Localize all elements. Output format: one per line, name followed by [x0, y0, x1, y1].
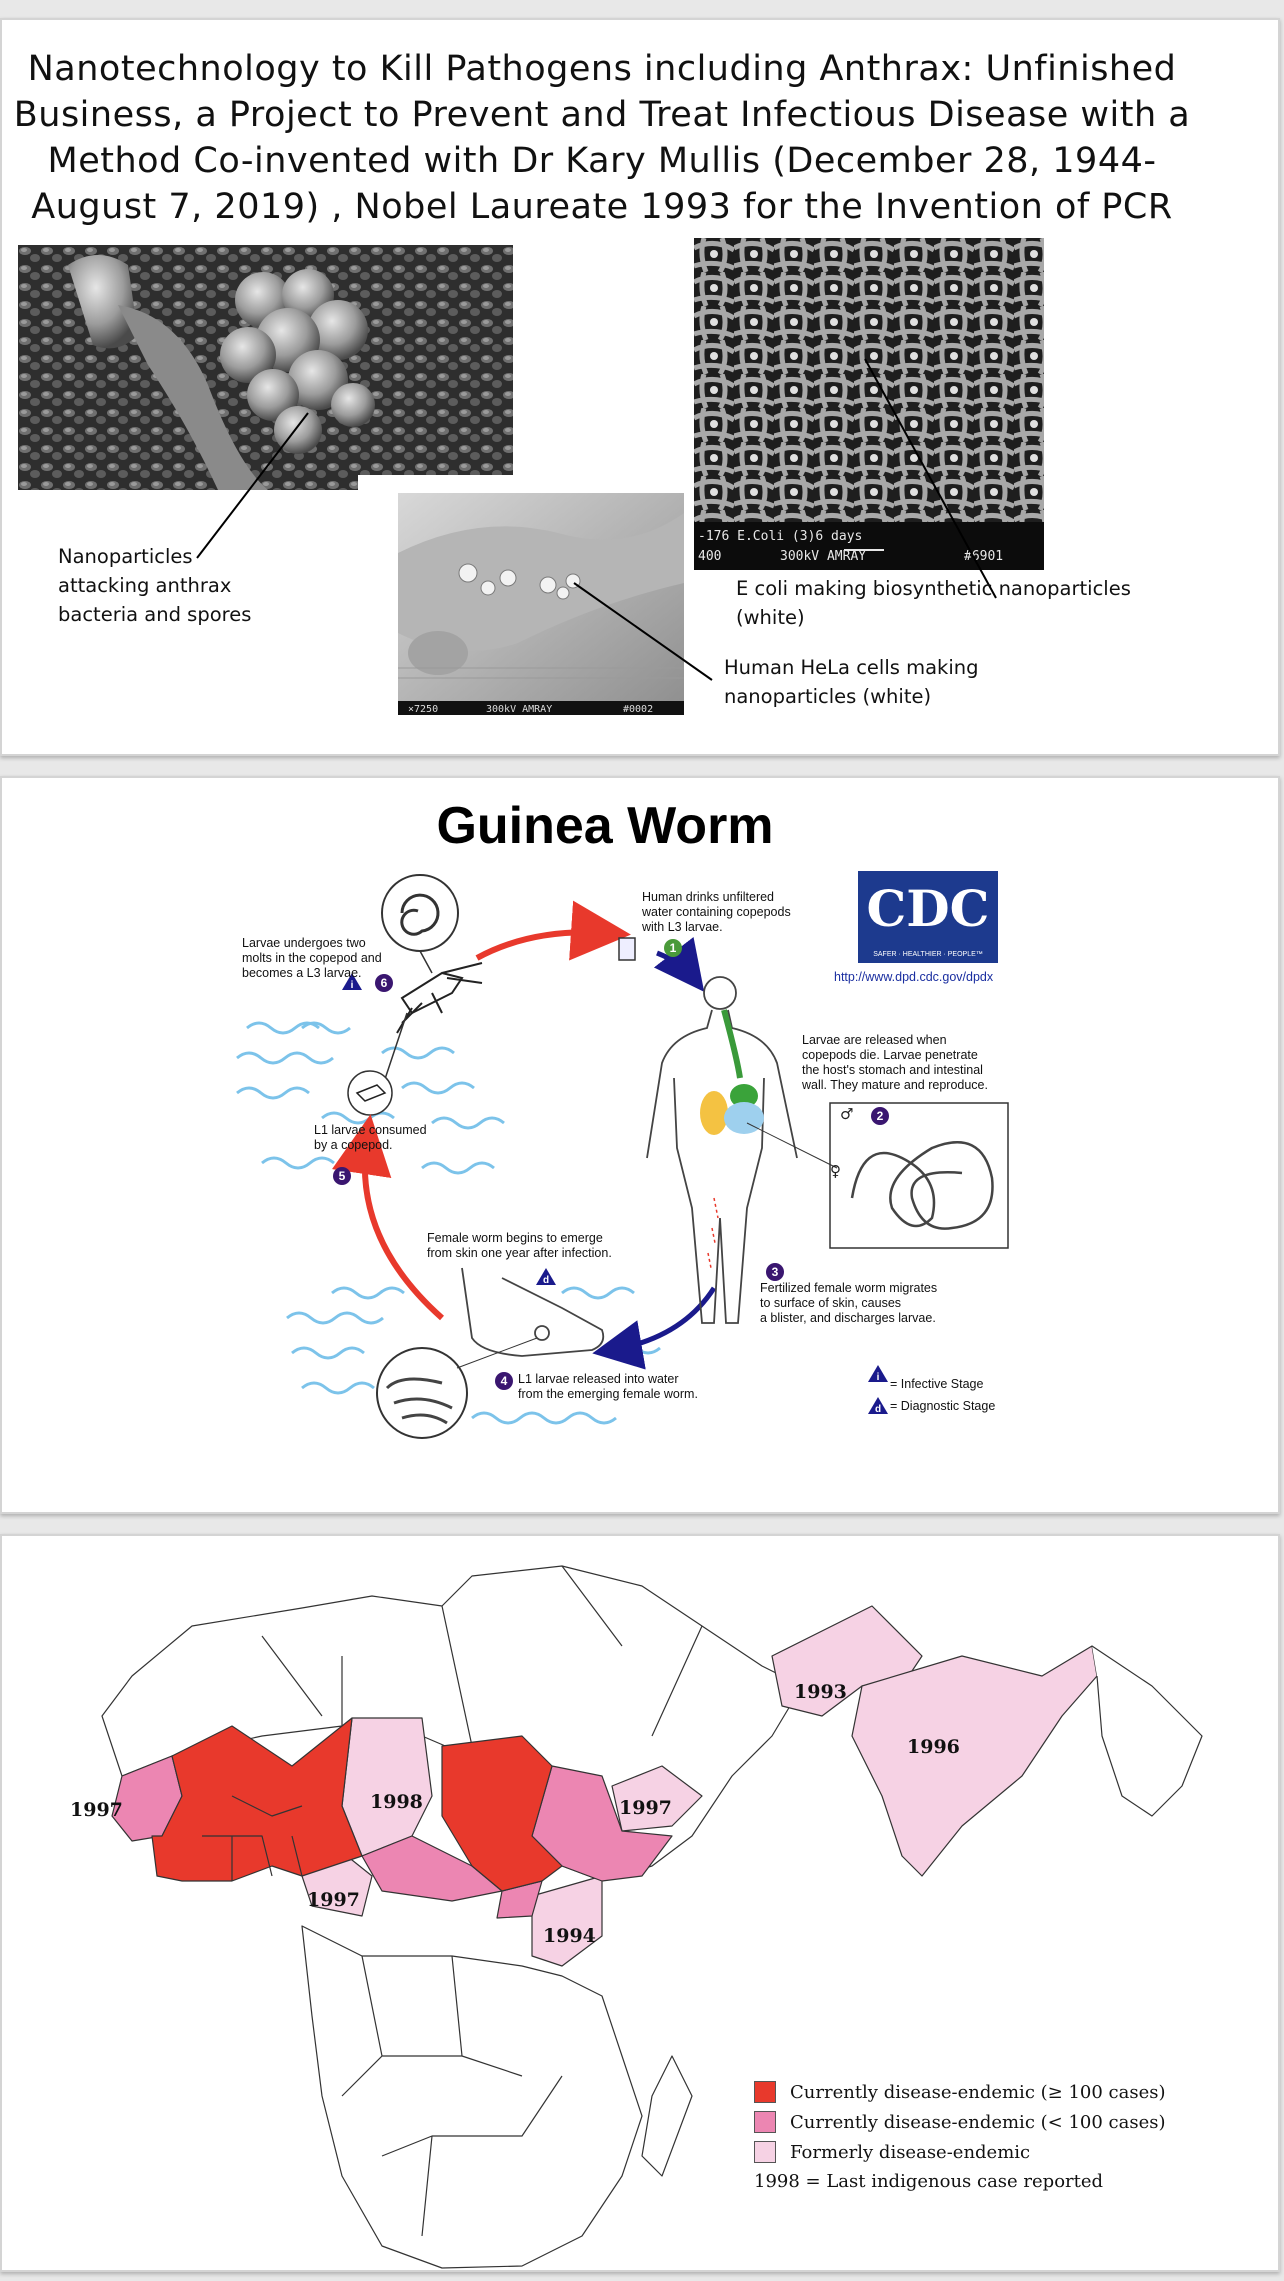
intestine-shape	[724, 1102, 764, 1134]
legend-label: Currently disease-endemic (< 100 cases)	[790, 2111, 1166, 2133]
caption-anthrax	[58, 542, 251, 629]
step-line: the host's stomach and intestinal	[802, 1063, 983, 1077]
step-line: a blister, and discharges larvae.	[760, 1311, 936, 1325]
year-label: 1997	[307, 1889, 360, 1911]
step-line: L1 larvae released into water	[518, 1372, 679, 1386]
hela-kv: 300kV AMRAY	[486, 704, 553, 715]
step-line: to surface of skin, causes	[760, 1296, 902, 1310]
step-line: by a copepod.	[314, 1138, 393, 1152]
migrating-worm-trail	[708, 1198, 718, 1268]
year-label: 1993	[794, 1681, 847, 1703]
slide2-title: Guinea Worm	[436, 797, 774, 855]
region-1998-west	[342, 1718, 432, 1856]
legend-diagnostic: = Diagnostic Stage	[890, 1399, 996, 1413]
caption-ecoli	[736, 574, 1131, 632]
coiled-larva-inset	[382, 875, 458, 951]
step-number: 1	[669, 941, 677, 955]
caption-line: E coli making biosynthetic nanoparticles	[736, 577, 1131, 600]
legend-swatch-pink	[754, 2111, 776, 2133]
step2-text	[802, 1033, 988, 1093]
map-southern-region	[302, 1926, 642, 2268]
step-number: 3	[771, 1265, 779, 1279]
step3-text	[760, 1281, 937, 1326]
step-line: Female worm begins to emerge	[427, 1231, 603, 1245]
madagascar-shape	[642, 2056, 692, 2176]
year-label: 1996	[907, 1736, 960, 1758]
ecoli-band-line1: -176 E.Coli (3)6 days	[698, 529, 863, 544]
step-number: 4	[500, 1374, 508, 1388]
ecoli-band-mag: 400	[698, 549, 722, 564]
stage-letter: i	[876, 1372, 880, 1383]
step-line: from skin one year after infection.	[427, 1246, 612, 1260]
caption-line: Nanoparticles	[58, 545, 193, 568]
step6-text	[242, 936, 382, 981]
legend-note-text: 1998 = Last indigenous case reported	[754, 2171, 1104, 2192]
year-label: 1994	[543, 1925, 596, 1947]
cdc-tagline: SAFER · HEALTHIER · PEOPLE™	[873, 951, 983, 958]
ecoli-band-id: #6901	[964, 549, 1004, 564]
female-symbol: ♀	[830, 1162, 841, 1180]
step-number: 6	[380, 976, 388, 990]
stage-letter: d	[874, 1404, 882, 1415]
pointer-lines	[2, 20, 1280, 756]
title-line: Method Co-invented with Dr Kary Mullis (December 28, 1944-	[47, 141, 1157, 181]
step1-text	[642, 890, 791, 935]
legend-swatch-red	[754, 2081, 776, 2103]
foot-figure	[462, 1268, 603, 1356]
caption-line: (white)	[736, 606, 805, 629]
caption-line: bacteria and spores	[58, 603, 252, 626]
caption-line: attacking anthrax	[58, 574, 232, 597]
step-line: L1 larvae consumed	[314, 1123, 427, 1137]
cdc-logo-text: CDC	[866, 879, 990, 938]
step-line: wall. They mature and reproduce.	[802, 1078, 988, 1092]
region-1996-india	[852, 1646, 1097, 1876]
year-label: 1998	[370, 1791, 423, 1813]
stage-letter: d	[542, 1275, 550, 1286]
step-line: from the emerging female worm.	[518, 1387, 698, 1401]
step-line: Larvae are released when	[802, 1033, 947, 1047]
arrow-step3-to-4	[612, 1288, 714, 1350]
map-southeast-asia	[1092, 1646, 1202, 1816]
step-line: water containing copepods	[642, 905, 791, 919]
ecoli-band-kv: 300kV AMRAY	[780, 549, 867, 564]
copepod-icon	[397, 963, 482, 1033]
water-waves-lower	[287, 1288, 660, 1423]
step-line: becomes a L3 larvae.	[242, 966, 362, 980]
step-line: Fertilized female worm migrates	[760, 1281, 938, 1295]
water-cup-icon	[619, 938, 635, 960]
slide-nanotechnology	[0, 18, 1280, 756]
region-1994	[532, 1876, 602, 1966]
legend-label: Formerly disease-endemic	[790, 2141, 1031, 2163]
africa-asia-map	[2, 1536, 1278, 2270]
male-symbol: ♂	[840, 1105, 854, 1123]
legend-item-endemic-high	[754, 2081, 1166, 2103]
step-number: 2	[876, 1109, 884, 1123]
arrow-step6-to-1	[477, 932, 607, 958]
legend-swatch-light-pink	[754, 2141, 776, 2163]
step-d-text	[427, 1231, 612, 1261]
esophagus-shape	[724, 1010, 740, 1078]
slide-guinea-worm	[0, 776, 1280, 1514]
step-number: 5	[338, 1169, 346, 1183]
year-label: 1997	[619, 1797, 672, 1819]
legend-note	[754, 2171, 1103, 2192]
hela-mag: ×7250	[408, 704, 439, 715]
caption-line: nanoparticles (white)	[724, 685, 932, 708]
step-line: molts in the copepod and	[242, 951, 382, 965]
hela-id: #0002	[623, 704, 654, 715]
legend-item-endemic-low	[754, 2111, 1166, 2133]
step-line: Human drinks unfiltered	[642, 890, 775, 904]
title-line: Business, a Project to Prevent and Treat Infectious Disease with a	[13, 95, 1191, 135]
title-line: August 7, 2019) , Nobel Laureate 1993 for the Invention of PCR	[31, 187, 1173, 227]
legend-label: Currently disease-endemic (≥ 100 cases)	[790, 2081, 1166, 2103]
legend-infective: = Infective Stage	[890, 1377, 984, 1391]
step-line: with L3 larvae.	[642, 920, 723, 934]
step5-text	[314, 1123, 427, 1153]
slide-endemic-map	[0, 1534, 1280, 2272]
step-line: Larvae undergoes two	[242, 936, 366, 950]
title-line: Nanotechnology to Kill Pathogens including Anthrax: Unfinished	[27, 49, 1177, 89]
colon-left-shape	[700, 1091, 728, 1135]
l1-larvae-inset	[377, 1348, 467, 1438]
legend-item-formerly-endemic	[754, 2141, 1030, 2163]
year-label: 1997	[70, 1799, 123, 1821]
caption-hela	[724, 653, 979, 711]
cdc-url-link[interactable]: http://www.dpd.cdc.gov/dpdx	[834, 970, 994, 984]
stage-letter: i	[350, 980, 354, 991]
caption-line: Human HeLa cells making	[724, 656, 979, 679]
step-line: copepods die. Larvae penetrate	[802, 1048, 978, 1062]
step4-text	[518, 1372, 698, 1402]
